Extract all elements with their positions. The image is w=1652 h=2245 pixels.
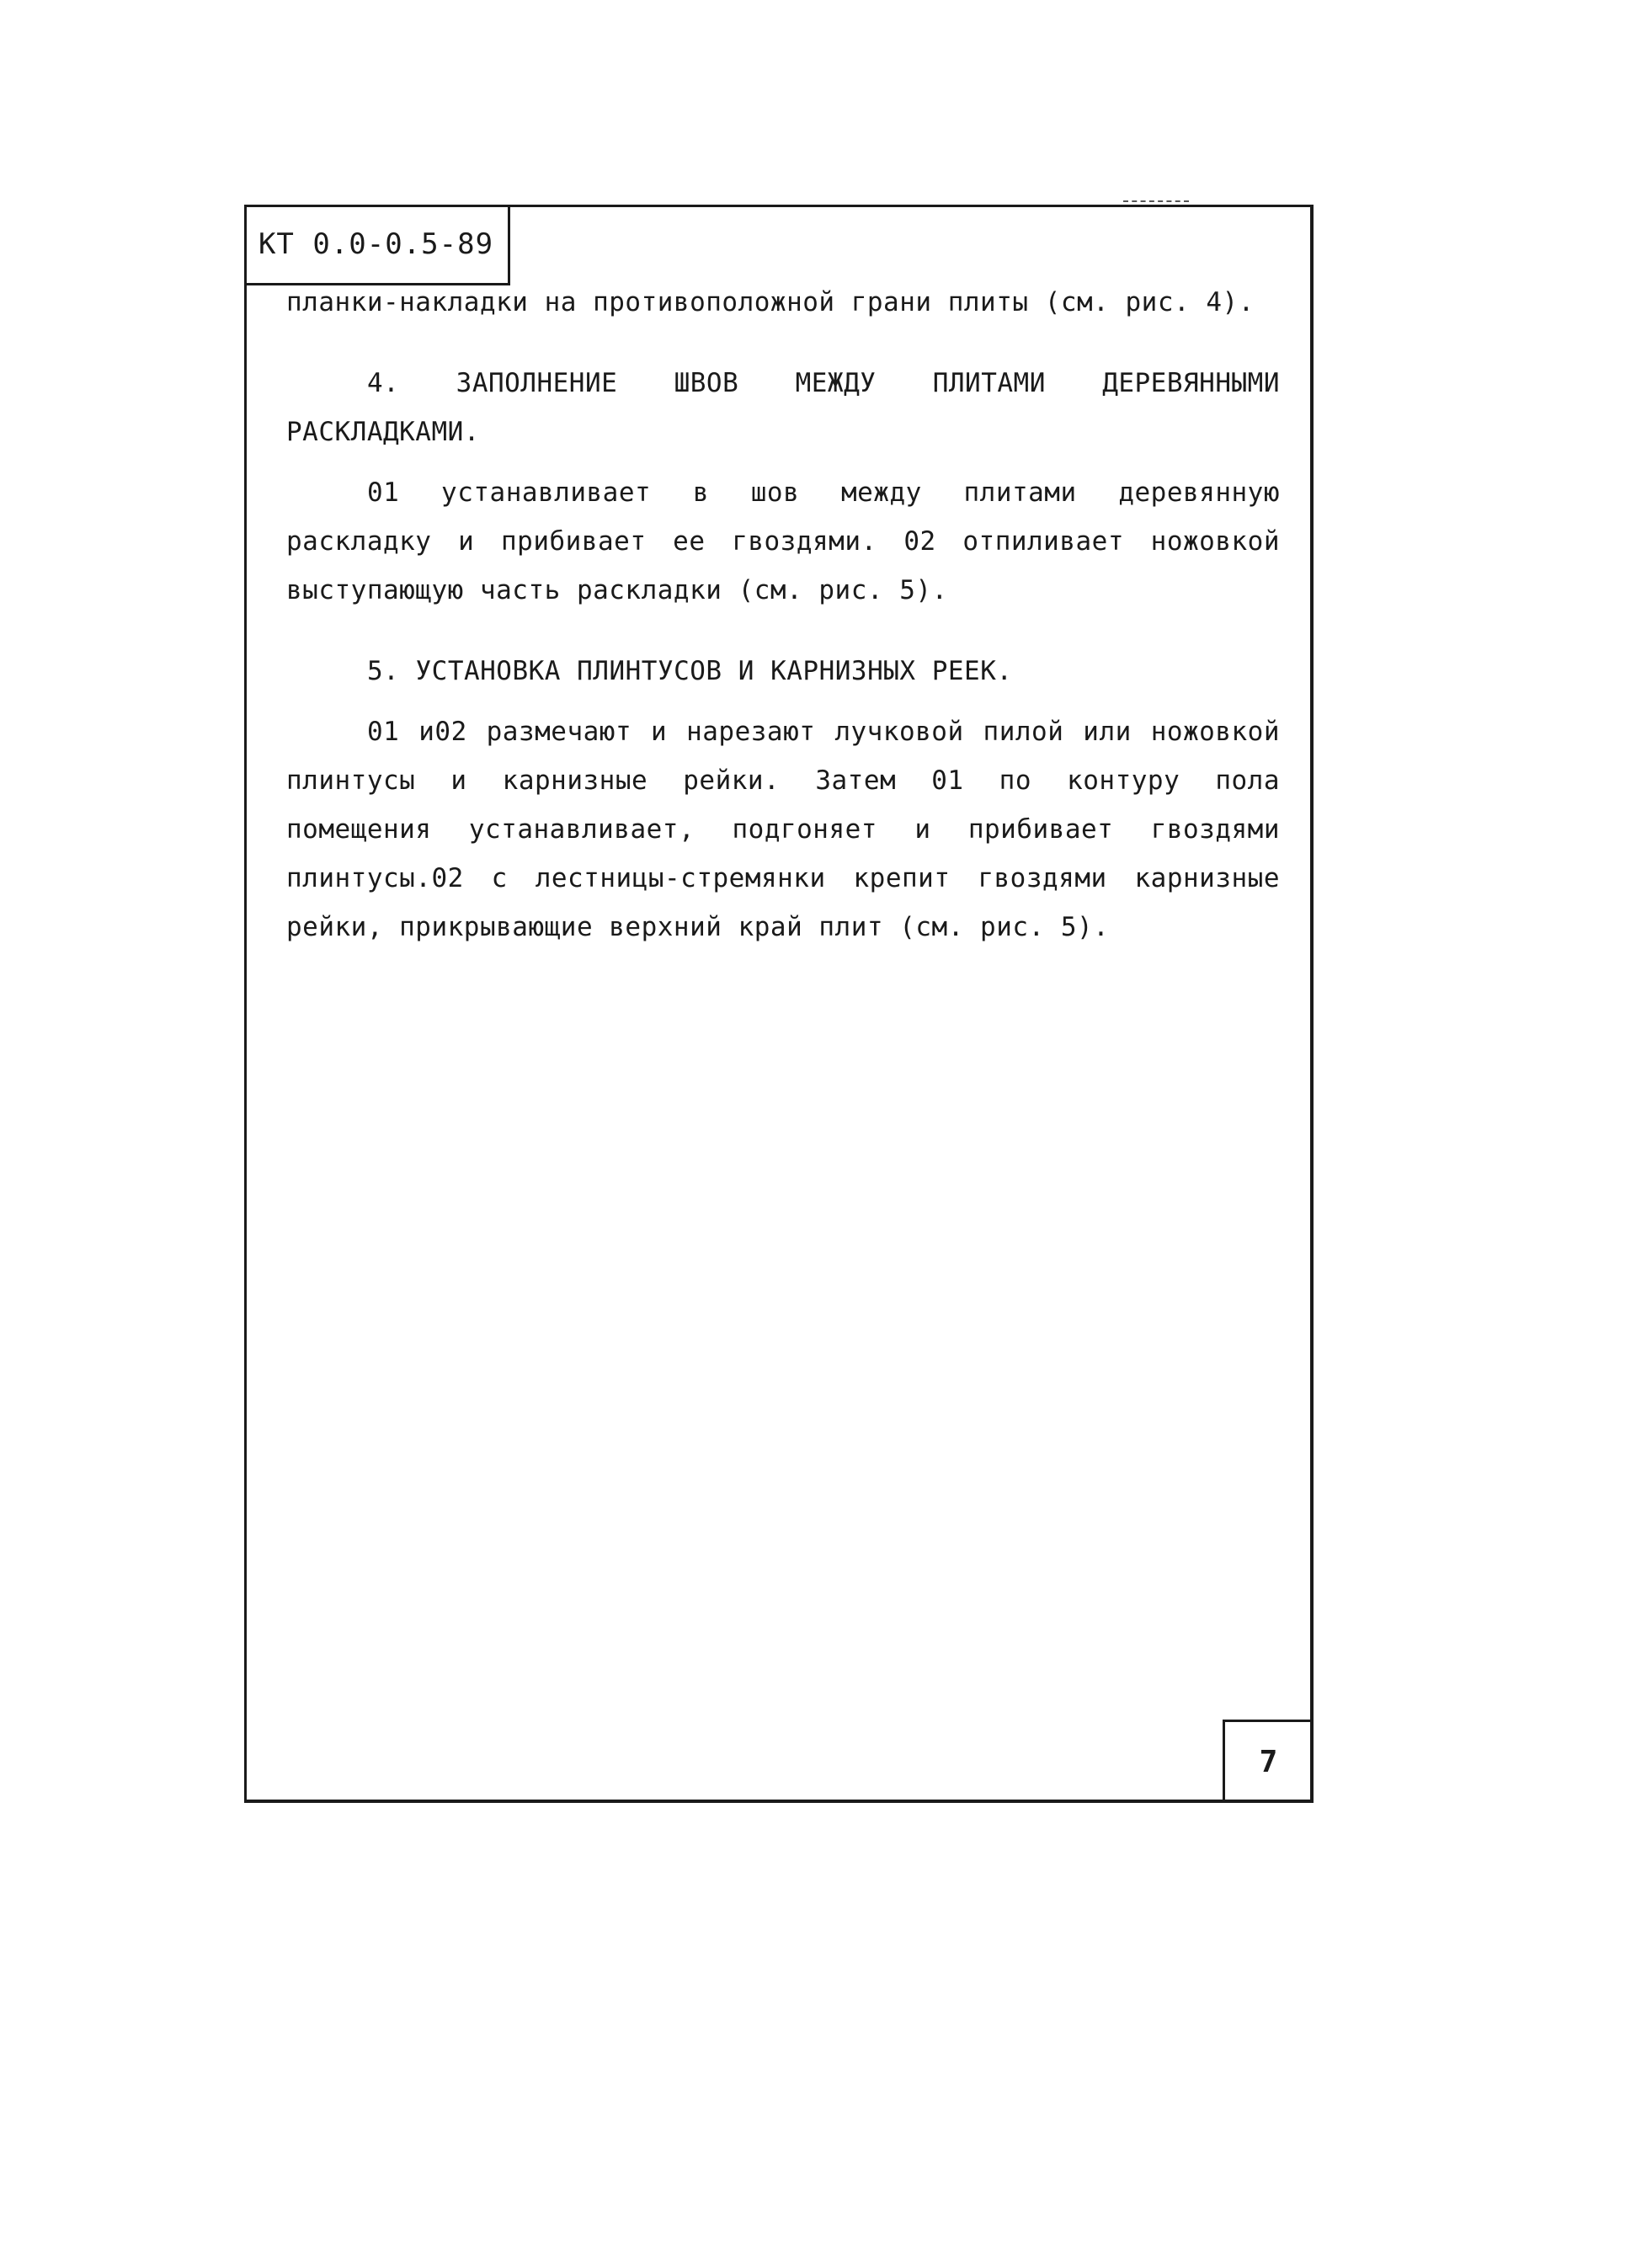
document-code	[244, 205, 510, 285]
frame-top-extension	[1123, 200, 1189, 202]
paragraph-plinths: 01 и02 размечают и нарезают лучковой пилой или ножовкой плинтусы и карнизные рейки. Затем 01 по контуру пола помещения устанавливает, подгоняет и прибивает гвоздями плинтусы.02 с лестницы-стремянки крепит гвоздями карнизные рейки, прикрывающие верхний край плит (см. рис. 5).	[286, 717, 1280, 942]
document-body	[286, 278, 1280, 952]
page-number	[1223, 1720, 1312, 1801]
section-heading-4: 4. ЗАПОЛНЕНИЕ ШВОВ МЕЖДУ ПЛИТАМИ ДЕРЕВЯННЫМИ РАСКЛАДКАМИ.	[286, 368, 1280, 447]
paragraph-seams: 01 устанавливает в шов между плитами деревянную раскладку и прибивает ее гвоздями. 02 отпиливает ножовкой выступающую часть раскладки (см. рис. 5).	[286, 477, 1280, 605]
paragraph-continuation: планки-накладки на противоположной грани плиты (см. рис. 4).	[286, 287, 1255, 317]
document-code-text: КТ 0.0-0.5-89	[258, 227, 494, 261]
page-number-text: 7	[1259, 1744, 1278, 1779]
section-heading-5: 5. УСТАНОВКА ПЛИНТУСОВ И КАРНИЗНЫХ РЕЕК.	[367, 656, 1013, 686]
